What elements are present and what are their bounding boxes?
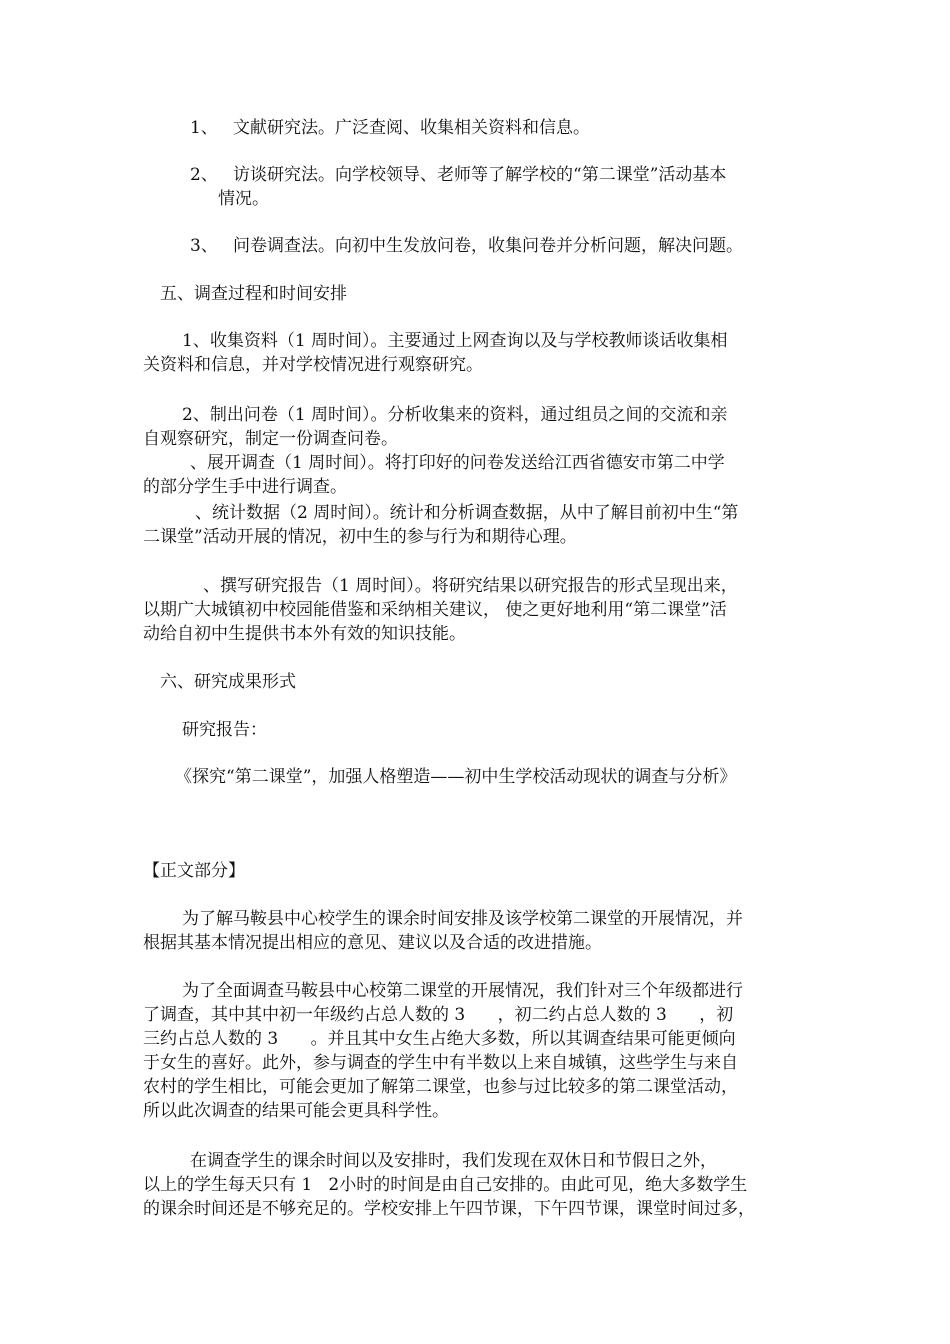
section-6-heading: 六、研究成果形式: [160, 672, 296, 692]
schedule-item-3-line-1: 、展开调查（1 周时间）。将打印好的问卷发送给江西省德安市第二中学: [190, 453, 725, 473]
method-1-text: 文献研究法。广泛查阅、收集相关资料和信息。: [233, 118, 590, 138]
body-p2-line-5: 农村的学生相比，可能会更加了解第二课堂，也参与过比较多的第二课堂活动，: [143, 1077, 738, 1097]
body-p1-line-1: 为了解马鞍县中心校学生的课余时间安排及该学校第二课堂的开展情况，并: [182, 909, 743, 929]
body-p2-line-4: 于女生的喜好。此外，参与调查的学生中有半数以上来自城镇，这些学生与来自: [143, 1053, 738, 1073]
method-3-number: 3、: [190, 236, 218, 256]
body-p2-line-2: 了调查，其中其中初一年级约占总人数的 3 ，初二约占总人数的 3 ，初: [143, 1005, 734, 1025]
schedule-item-5-line-1: 、撰写研究报告（1 周时间）。将研究结果以研究报告的形式呈现出来，: [203, 576, 738, 596]
schedule-item-2-line-2: 自观察研究，制定一份调查问卷。: [143, 429, 398, 449]
body-p1-line-2: 根据其基本情况提出相应的意见、建议以及合适的改进措施。: [143, 933, 602, 953]
body-p3-line-2: 以上的学生每天只有 1 2小时的时间是由自己安排的。由此可见，绝大多数学生: [143, 1175, 748, 1195]
schedule-item-1-line-1: 1、收集资料（1 周时间）。主要通过上网查询以及与学校教师谈话收集相: [182, 331, 728, 351]
body-p2-line-6: 所以此次调查的结果可能会更具科学性。: [143, 1101, 449, 1121]
method-2-text: 访谈研究法。向学校领导、老师等了解学校的“第二课堂”活动基本: [233, 165, 727, 185]
schedule-item-3-line-2: 的部分学生手中进行调查。: [143, 477, 347, 497]
report-title: 《探究“第二课堂”，加强人格塑造——初中生学校活动现状的调查与分析》: [175, 767, 737, 787]
section-5-heading: 五、调查过程和时间安排: [160, 284, 347, 304]
method-1-number: 1、: [190, 118, 218, 138]
schedule-item-5-line-3: 动给自初中生提供书本外有效的知识技能。: [143, 624, 466, 644]
body-p2-line-1: 为了全面调查马鞍县中心校第二课堂的开展情况，我们针对三个年级都进行: [182, 981, 743, 1001]
schedule-item-1-line-2: 关资料和信息，并对学校情况进行观察研究。: [143, 355, 483, 375]
schedule-item-4-line-1: 、统计数据（2 周时间）。统计和分析调查数据，从中了解目前初中生“第: [195, 503, 739, 523]
body-heading: 【正文部分】: [143, 861, 245, 881]
method-2-number: 2、: [190, 165, 218, 185]
schedule-item-4-line-2: 二课堂”活动开展的情况，初中生的参与行为和期待心理。: [143, 527, 577, 547]
body-p3-line-1: 在调查学生的课余时间以及安排时，我们发现在双休日和节假日之外，: [190, 1151, 717, 1171]
schedule-item-2-line-1: 2、制出问卷（1 周时间）。分析收集来的资料，通过组员之间的交流和亲: [182, 405, 728, 425]
method-3-text: 问卷调查法。向初中生发放问卷，收集问卷并分析问题，解决问题。: [233, 236, 743, 256]
method-2-continuation: 情况。: [218, 189, 269, 209]
body-p3-line-3: 的课余时间还是不够充足的。学校安排上午四节课，下午四节课，课堂时间过多，: [143, 1199, 755, 1219]
report-label: 研究报告：: [182, 720, 267, 740]
schedule-item-5-line-2: 以期广大城镇初中校园能借鉴和采纳相关建议， 使之更好地利用“第二课堂”活: [143, 600, 727, 620]
body-p2-line-3: 三约占总人数的 3 。并且其中女生占绝大多数，所以其调查结果可能更倾向: [143, 1029, 736, 1049]
